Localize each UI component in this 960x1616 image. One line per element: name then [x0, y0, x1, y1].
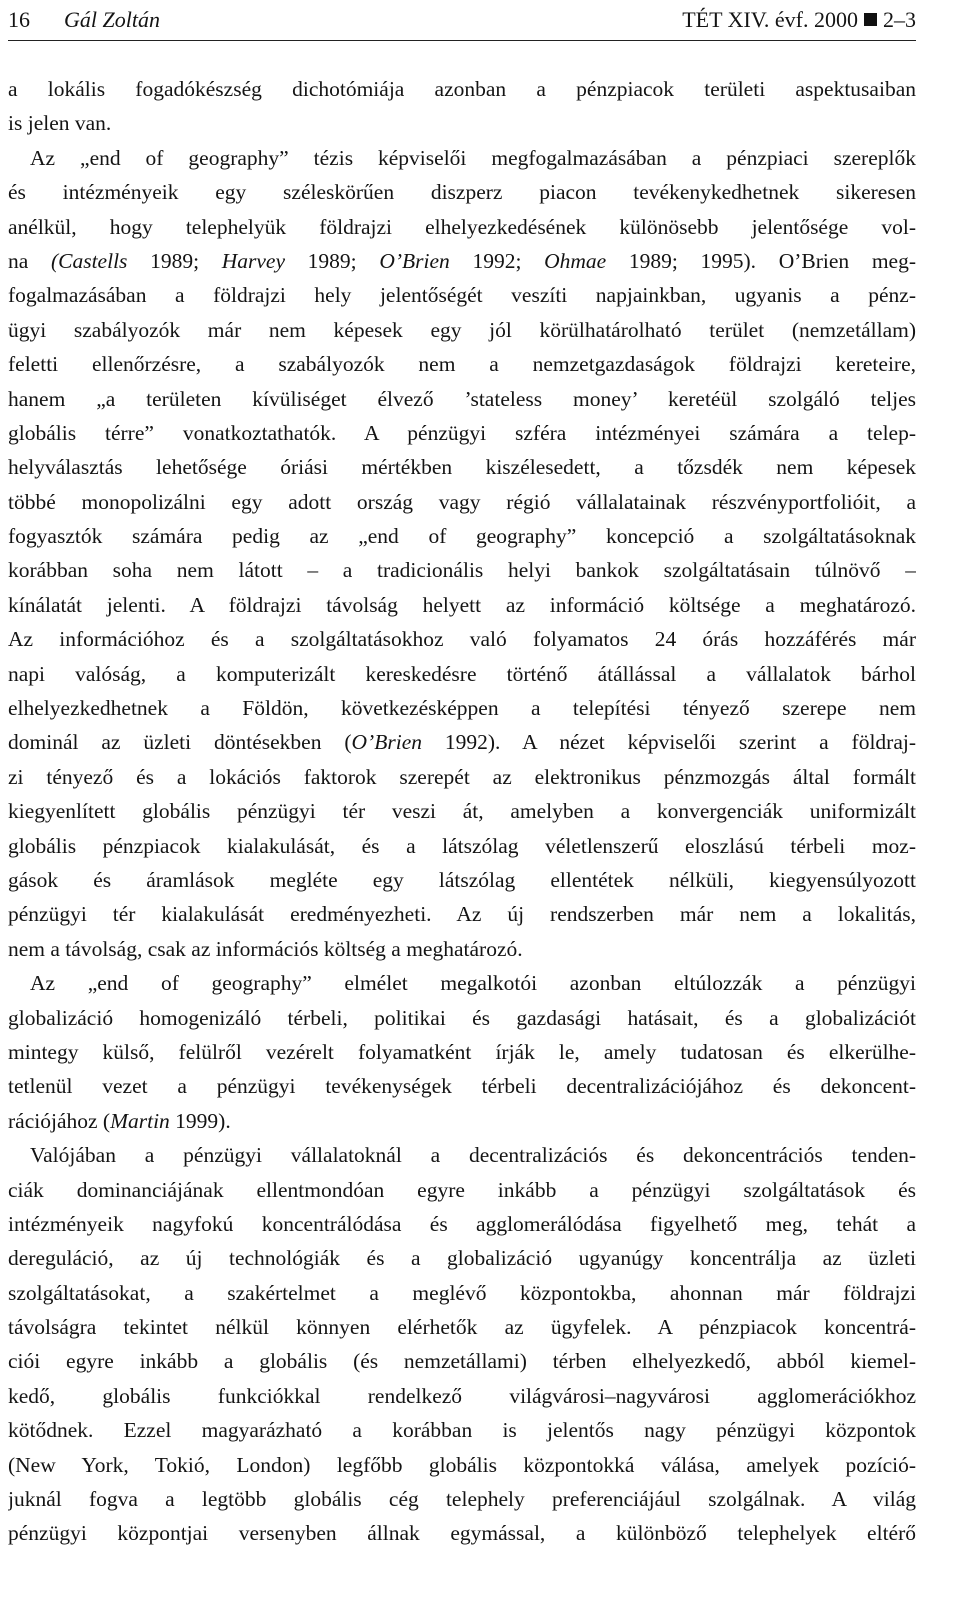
text-line: távolságra tekintet nélkül könnyen elérhetők az ügyfelek. A pénzpiacok koncentrá-: [8, 1315, 916, 1340]
text-line: Az „end of geography” tézis képviselői megfogalmazásában a pénzpiaci szereplők: [30, 145, 916, 170]
author-citation: O’Brien: [351, 730, 422, 755]
square-bullet-icon: [864, 13, 877, 26]
page-number: 16: [8, 7, 30, 32]
text-line: anélkül, hogy telephelyük földrajzi elhelyezkedésének különösebb jelentősége vol-: [8, 214, 916, 239]
document-page: [8, 0, 916, 1616]
text-segment: 1992;: [449, 248, 545, 273]
text-line: Valójában a pénzügyi vállalatoknál a decentralizációs és dekoncentrációs tenden-: [30, 1143, 916, 1168]
text-segment: 1999).: [169, 1108, 231, 1133]
text-line: szolgáltatásokat, a szakértelmet a meglévő központokba, ahonnan már földrajzi: [8, 1280, 916, 1305]
text-line: globalizáció homogenizáló térbeli, politikai és gazdasági hatásait, és a globalizációt: [8, 1005, 916, 1030]
text-line: elhelyezkedhetnek a Földön, következésképpen a telepítési tényező szerepe nem: [8, 696, 916, 721]
text-line: kínálatát jelenti. A földrajzi távolság helyett az információ költsége a meghatározó.: [8, 592, 916, 617]
text-segment: 1989;: [127, 248, 222, 273]
text-line: helyválasztás lehetősége óriási mértékben kiszélesedett, a tőzsdék nem képesek: [8, 455, 916, 480]
text-line: kiegyenlített globális pénzügyi tér veszi át, amelyben a konvergenciák uniformizált: [8, 799, 916, 824]
text-line: [8, 1104, 916, 1138]
text-line: pénzügyi tér kialakulását eredményezheti. Az új rendszerben már nem a lokalitás,: [8, 902, 916, 927]
text-line: kedő, globális funkciókkal rendelkező világvárosi–nagyvárosi agglomerációkhoz: [8, 1383, 916, 1408]
text-line: globális térre” vonatkoztathatók. A pénzügyi szféra intézményei számára a telep-: [8, 420, 916, 445]
text-line: ügyi szabályozók már nem képesek egy jól körülhatárolható terület (nemzetállam): [8, 317, 916, 342]
author-citation: O’Brien: [379, 248, 450, 273]
text-line: ciói egyre inkább a globális (és nemzetállami) térben elhelyezkedő, abból kiemel-: [8, 1349, 916, 1374]
text-line: [8, 244, 916, 278]
text-line: Az információhoz és a szolgáltatásokhoz való folyamatos 24 órás hozzáférés már: [8, 627, 916, 652]
author-citation: Harvey: [221, 248, 286, 273]
author-citation: Martin: [110, 1108, 170, 1133]
text-line: [8, 725, 916, 759]
text-line: globális pénzpiacok kialakulását, és a látszólag véletlenszerű eloszlású térbeli moz-: [8, 833, 916, 858]
text-segment: dominál az üzleti döntésekben (: [8, 730, 352, 755]
text-line: tetlenül vezet a pénzügyi tevékenységek térbeli decentralizációjához és dekoncent-: [8, 1074, 916, 1099]
text-line: pénzügyi központjai versenyben állnak egymással, a különböző telephelyek eltérő: [8, 1521, 916, 1546]
text-line: gások és áramlások megléte egy látszólag ellentétek nélküli, kiegyensúlyozott: [8, 867, 916, 892]
text-line: fogyasztók számára pedig az „end of geography” koncepció a szolgáltatásoknak: [8, 524, 916, 549]
running-header: [8, 0, 916, 41]
journal-title: TÉT XIV. évf. 2000: [682, 7, 858, 32]
text-line: kötődnek. Ezzel magyarázható a korábban is jelentős nagy pénzügyi központok: [8, 1418, 916, 1443]
text-line: korábban soha nem látott – a tradicionális helyi bankok szolgáltatásain túlnövő –: [8, 558, 916, 583]
text-line: mintegy külső, felülről vezérelt folyamatként írják le, amely tudatosan és elkerülhe-: [8, 1039, 916, 1064]
issue-number: 2–3: [883, 7, 916, 32]
text-line: többé monopolizálni egy adott ország vagy régió vállalatainak részvényportfolióit, a: [8, 489, 916, 514]
text-line: intézményeik nagyfokú koncentrálódása és agglomerálódása figyelhető meg, tehát a: [8, 1211, 916, 1236]
text-line: hanem „a területen kívüliséget élvező ’stateless money’ keretéül szolgáló teljes: [8, 386, 916, 411]
text-line: fogalmazásában a földrajzi hely jelentőségét veszíti napjainkban, ugyanis a pénz-: [8, 283, 916, 308]
text-line: a lokális fogadókészség dichotómiája azonban a pénzpiacok területi aspektusaiban: [8, 77, 916, 101]
text-segment: na: [8, 248, 51, 273]
text-line: ciák dominanciájának ellentmondóan egyre inkább a pénzügyi szolgáltatások és: [8, 1177, 916, 1202]
body-text: [8, 41, 916, 1551]
text-line: dereguláció, az új technológiák és a globalizáció ugyanúgy koncentrálja az üzleti: [8, 1246, 916, 1271]
author-citation: (Castells: [50, 248, 128, 273]
text-line: nem a távolság, csak az információs költség a meghatározó.: [8, 936, 523, 961]
text-segment: 1989; 1995). O’Brien meg-: [606, 248, 916, 273]
text-segment: rációjához (: [8, 1108, 111, 1133]
text-line: és intézményeik egy széleskörűen diszperz piacon tevékenykedhetnek sikeresen: [8, 180, 916, 205]
text-line: is jelen van.: [8, 111, 112, 136]
text-line: juknál fogva a legtöbb globális cég telephely preferenciájául szolgálnak. A világ: [8, 1487, 916, 1512]
text-line: (New York, Tokió, London) legfőbb globális központokká válása, amelyek pozíció-: [8, 1452, 916, 1477]
journal-info: [682, 2, 916, 38]
text-line: Az „end of geography” elmélet megalkotói azonban eltúlozzák a pénzügyi: [30, 971, 916, 996]
text-line: napi valóság, a komputerizált kereskedésre történő átállással a vállalatok bárhol: [8, 661, 916, 686]
text-line: zi tényező és a lokációs faktorok szerepét az elektronikus pénzmozgás által formált: [8, 764, 916, 789]
text-segment: 1989;: [285, 248, 380, 273]
text-line: feletti ellenőrzésre, a szabályozók nem a nemzetgazdaságok földrajzi kereteire,: [8, 352, 916, 377]
text-segment: 1992). A nézet képviselői szerint a földraj-: [421, 730, 916, 755]
running-author: Gál Zoltán: [64, 7, 160, 32]
author-citation: Ohmae: [544, 248, 607, 273]
